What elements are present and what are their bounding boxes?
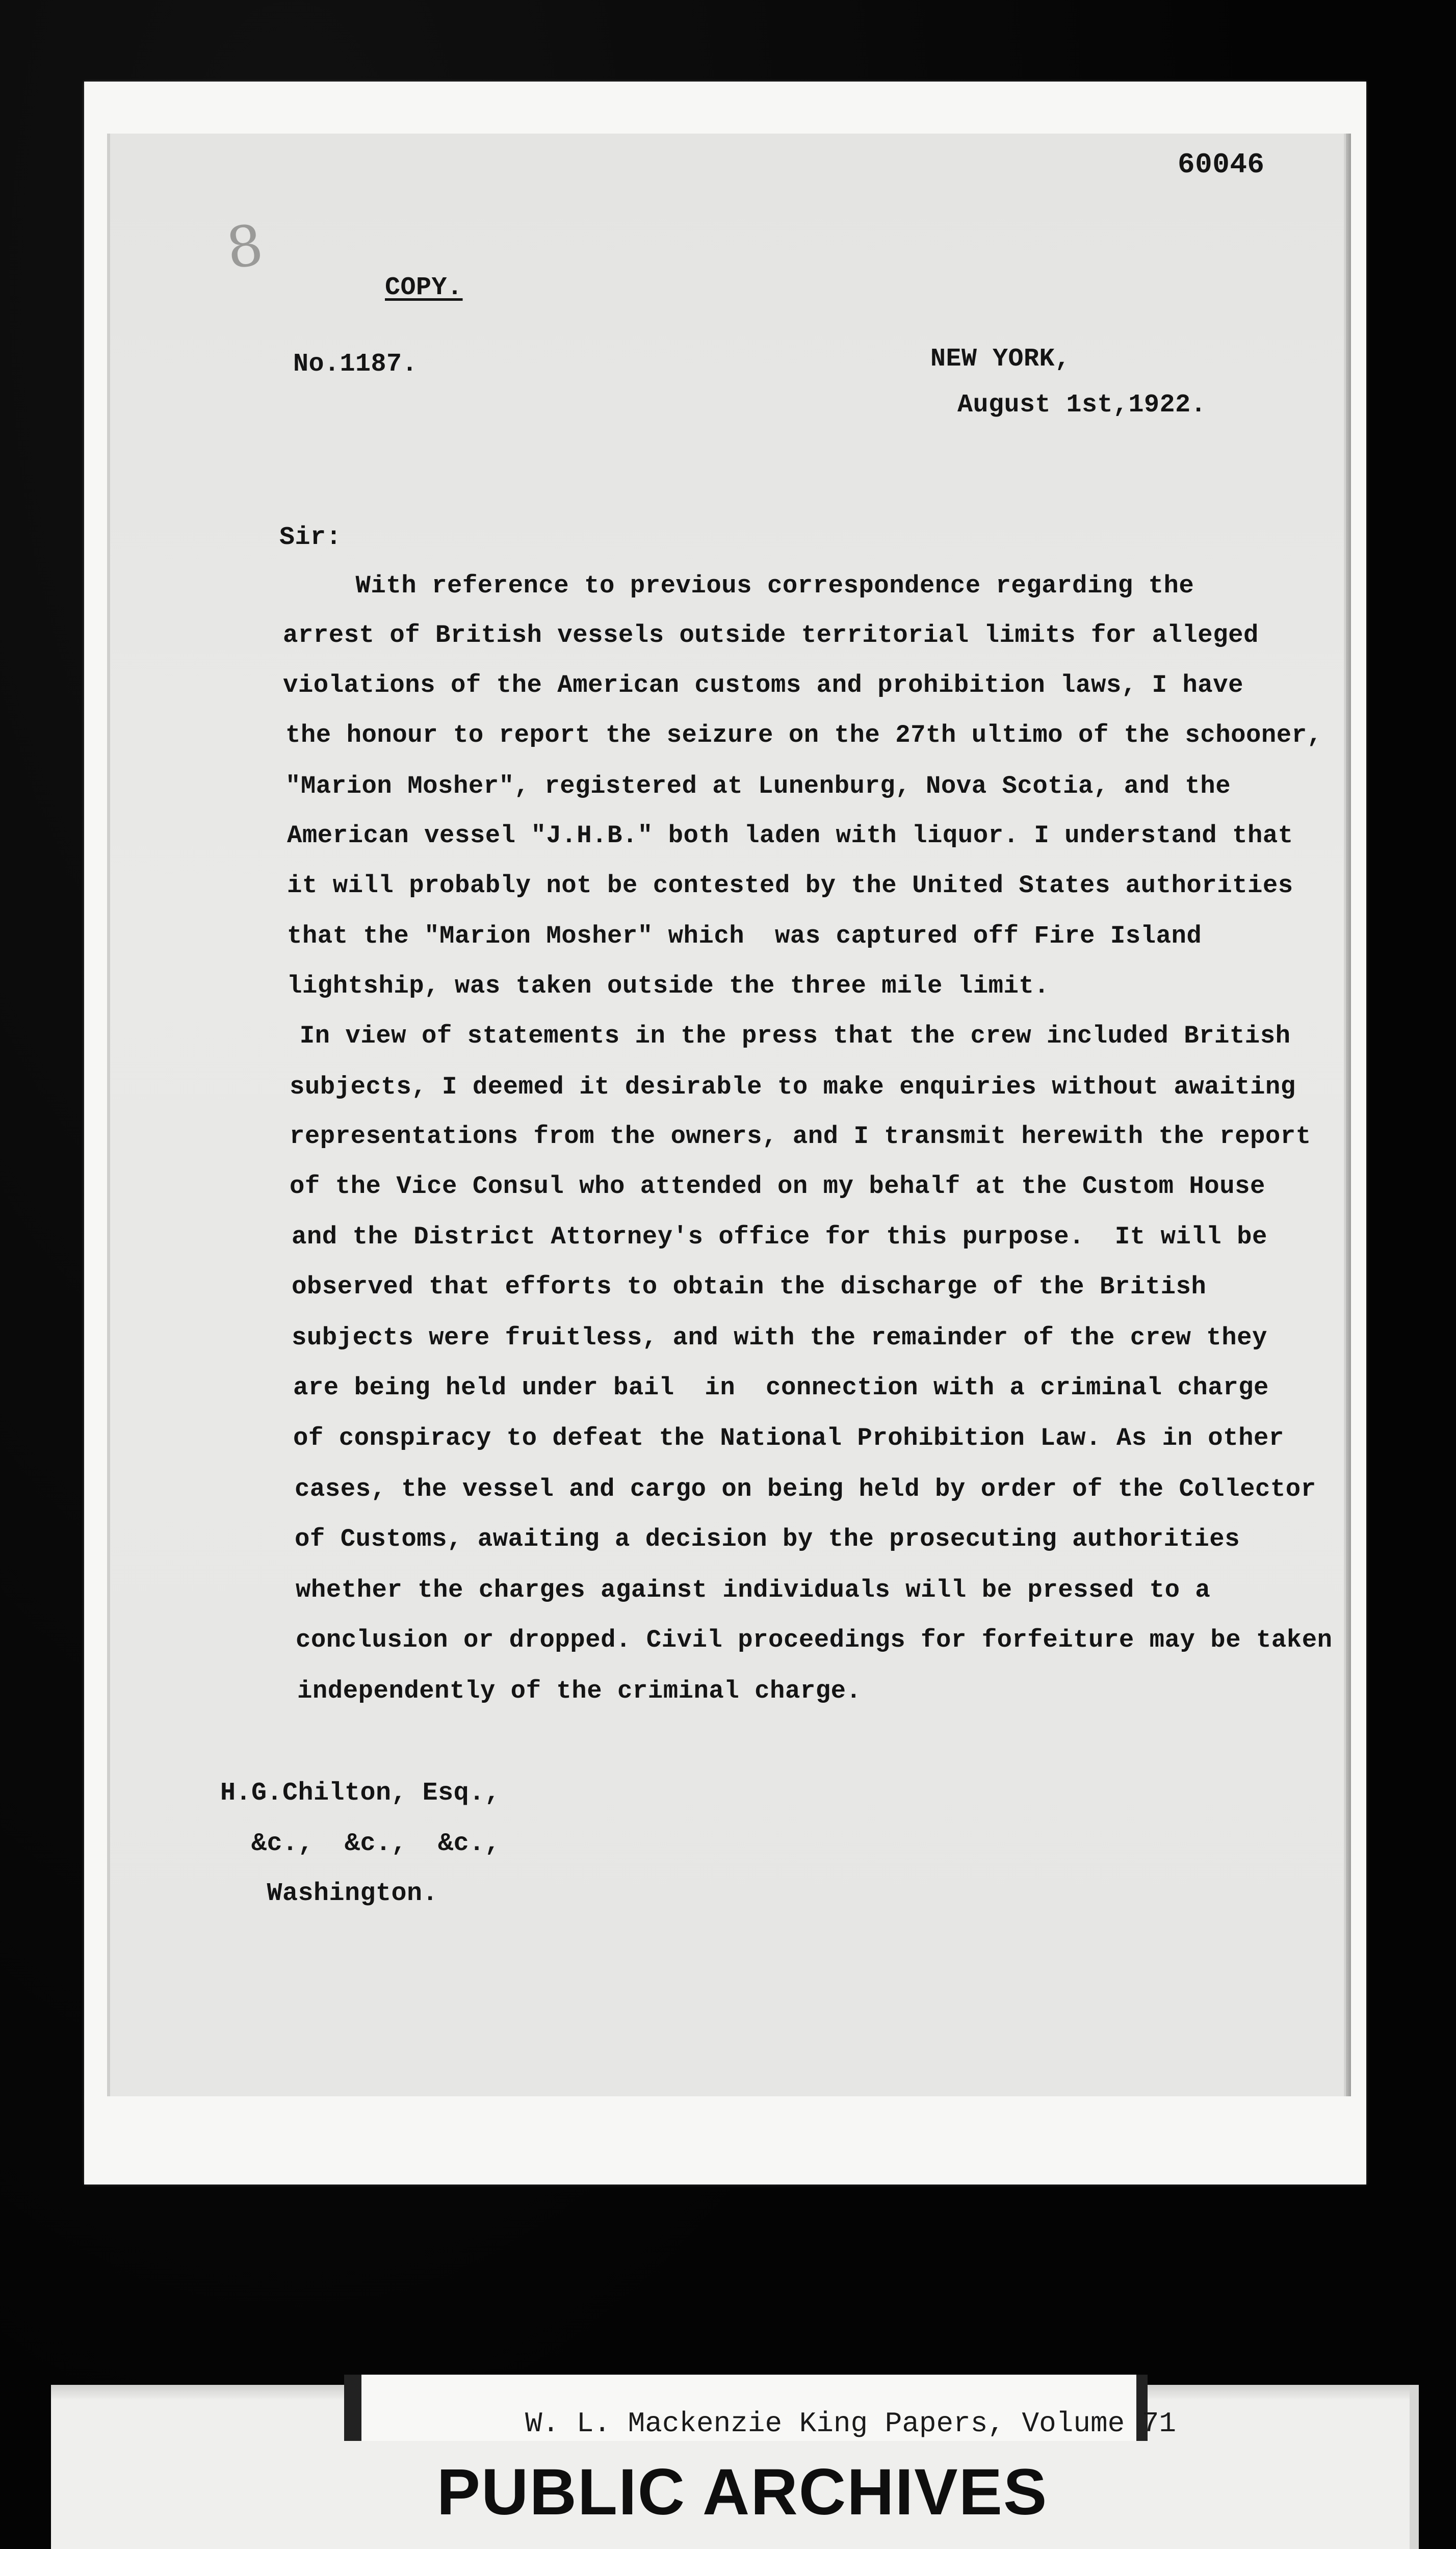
salutation: Sir:: [279, 523, 342, 552]
body-line: the honour to report the seizure on the 27th ultimo of the schooner,: [285, 721, 1322, 749]
body-line: subjects were fruitless, and with the remainder of the crew they: [292, 1323, 1267, 1352]
volume-label: W. L. Mackenzie King Papers, Volume 71: [525, 2407, 1177, 2440]
sheet-edge: [1346, 134, 1351, 2096]
body-line: arrest of British vessels outside territorial limits for alleged: [283, 621, 1259, 649]
body-line: independently of the criminal charge.: [297, 1677, 862, 1705]
reference-number: No.1187.: [293, 350, 418, 379]
body-line: that the "Marion Mosher" which was captured off Fire Island: [287, 922, 1202, 950]
body-line: whether the charges against individuals will be pressed to a: [296, 1576, 1211, 1604]
copy-label: COPY.: [385, 273, 463, 302]
body-line: and the District Attorney's office for this purpose. It will be: [292, 1223, 1267, 1251]
body-line: lightship, was taken outside the three mile limit.: [287, 972, 1050, 1000]
body-line: of conspiracy to defeat the National Prohibition Law. As in other: [293, 1424, 1284, 1452]
place-line: NEW YORK,: [930, 345, 1071, 374]
addressee-line: Washington.: [220, 1879, 438, 1908]
body-line: conclusion or dropped. Civil proceedings for forfeiture may be taken: [296, 1626, 1333, 1654]
body-line: In view of statements in the press that the crew included British: [254, 1022, 1291, 1050]
addressee-line: &c., &c., &c.,: [220, 1829, 501, 1858]
date-line: August 1st,1922.: [957, 391, 1207, 420]
body-line: "Marion Mosher", registered at Lunenburg, Nova Scotia, and the: [285, 772, 1231, 800]
page-number: 60046: [1178, 148, 1265, 181]
body-line: With reference to previous correspondence regarding the: [279, 571, 1194, 600]
body-line: violations of the American customs and prohibition laws, I have: [283, 671, 1244, 699]
body-line: of Customs, awaiting a decision by the prosecuting authorities: [295, 1525, 1240, 1553]
body-line: observed that efforts to obtain the discharge of the British: [292, 1272, 1207, 1301]
body-line: cases, the vessel and cargo on being held by order of the Collector: [295, 1475, 1316, 1503]
stamp-line-public-archives: PUBLIC ARCHIVES: [436, 2456, 1048, 2529]
body-line: are being held under bail in connection with a criminal charge: [293, 1373, 1269, 1402]
body-line: representations from the owners, and I transmit herewith the report: [290, 1122, 1311, 1151]
body-line: American vessel "J.H.B." both laden with liquor. I understand that: [287, 821, 1293, 850]
body-line: of the Vice Consul who attended on my behalf at the Custom House: [290, 1172, 1265, 1201]
body-line: it will probably not be contested by the United States authorities: [287, 871, 1293, 900]
pencil-mark: 8: [222, 212, 267, 282]
body-line: subjects, I deemed it desirable to make enquiries without awaiting: [290, 1073, 1296, 1101]
addressee-line: H.G.Chilton, Esq.,: [220, 1779, 501, 1808]
